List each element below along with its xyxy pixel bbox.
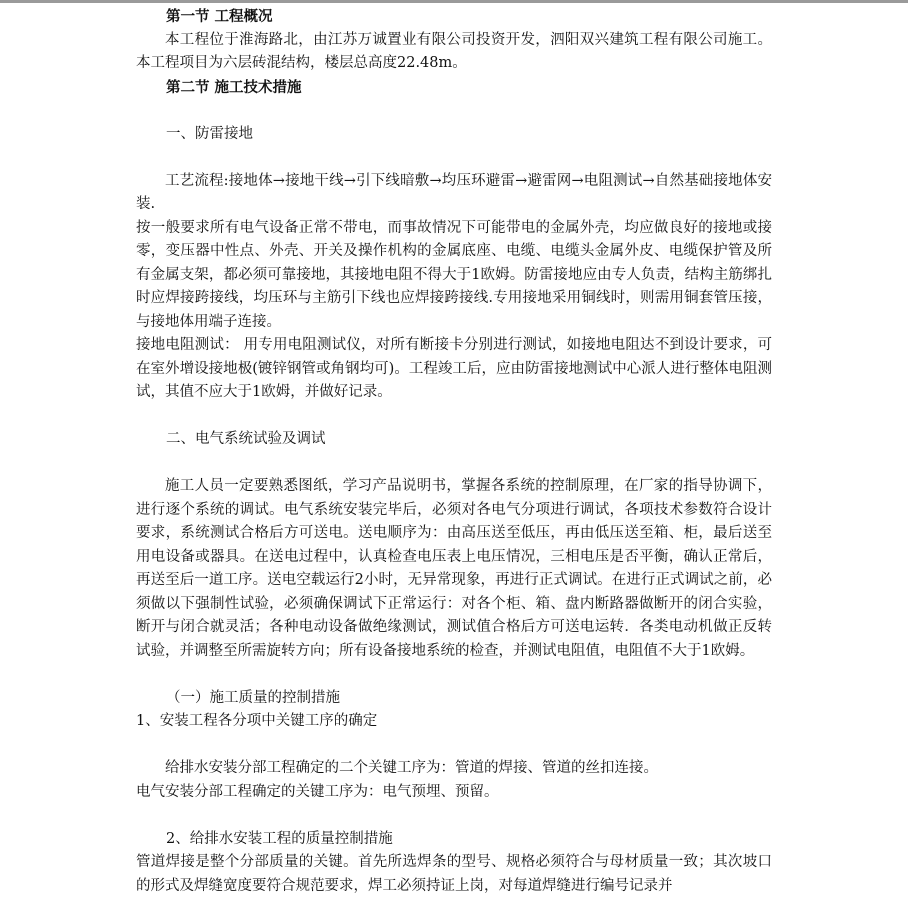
- part1-flow: 工艺流程:接地体→接地干线→引下线暗敷→均压环避雷→避雷网→电阻测试→自然基础接地体安装.: [136, 172, 772, 212]
- section2-title: 第二节 施工技术措施: [166, 78, 302, 96]
- document-page: [136, 5, 772, 898]
- section1-paragraph: 本工程位于淮海路北，由江苏万诚置业有限公司投资开发，泗阳双兴建筑工程有限公司施工。本工程项目为六层砖混结构，楼层总高度22.48m。: [136, 31, 772, 71]
- item1-title: 1、安装工程各分项中关键工序的确定: [136, 713, 378, 729]
- section1-title: 第一节 工程概况: [166, 8, 273, 25]
- spacer: [136, 99, 772, 123]
- top-border: [0, 0, 908, 3]
- spacer: [136, 663, 772, 687]
- part1-paragraph-2: 接地电阻测试： 用专用电阻测试仪，对所有断接卡分别进行测试，如接地电阻达不到设计要求，可在室外增设接地极(镀锌钢管或角钢均可)。工程竣工后，应由防雷接地测试中心派人进行整体电阻测试，其值不应大于1欧姆，并做好记录。: [136, 337, 772, 400]
- part1-paragraph-1: 按一般要求所有电气设备正常不带电，而事故情况下可能带电的金属外壳，均应做良好的接地或接零，变压器中性点、外壳、开关及操作机构的金属底座、电缆、电缆头金属外皮、电缆保护管及所有金属支架，都必须可靠接地，其接地电阻不得大于1欧姆。防雷接地应由专人负责，结构主筋绑扎时应焊接跨接线，均压环与主筋引下线也应焊接跨接线.专用接地采用铜线时，则需用铜套管压接，与接地体用端子连接。: [136, 219, 772, 330]
- item1-paragraph-2: 电气安装分部工程确定的关键工序为：电气预埋、预留。: [136, 783, 499, 800]
- spacer: [136, 452, 772, 476]
- spacer: [136, 734, 772, 758]
- item2-paragraph: 管道焊接是整个分部质量的关键。首先所选焊条的型号、规格必须符合与母材质量一致；其次坡口的形式及焊缝宽度要符合规范要求，焊工必须持证上岗，对每道焊缝进行编号记录并: [136, 854, 772, 894]
- part1-title: 一、防雷接地: [166, 125, 253, 142]
- part2-paragraph: 施工人员一定要熟悉图纸，学习产品说明书，掌握各系统的控制原理，在厂家的指导协调下，进行逐个系统的调试。电气系统安装完毕后，必须对各电气分项进行调试，各项技术参数符合设计要求，系统测试合格后方可送电。送电顺序为：由高压送至低压，再由低压送至箱、柜，最后送至用电设备或器具。在送电过程中，认真检查电压表上电压情况，三相电压是否平衡，确认正常后，再送至后一道工序。送电空载运行2小时，无异常现象，再进行正式调试。在进行正式调试之前，必须做以下强制性试验，必须确保调试下正常运行：对各个柜、箱、盘内断路器做断开的闭合实验，断开与闭合就灵活；各种电动设备做绝缘测试，测试值合格后方可送电运转．各类电动机做正反转试验，并调整至所需旋转方向；所有设备接地系统的检查，并测试电阻值，电阻值不大于1欧姆。: [136, 478, 772, 659]
- sub1-title: （一）施工质量的控制措施: [166, 689, 340, 706]
- item2-title: 2、给排水安装工程的质量控制措施: [166, 830, 393, 847]
- spacer: [136, 804, 772, 828]
- spacer: [136, 405, 772, 429]
- part2-title: 二、电气系统试验及调试: [166, 431, 326, 447]
- item1-paragraph-1: 给排水安装分部工程确定的二个关键工序为：管道的焊接、管道的丝扣连接。: [165, 760, 658, 776]
- spacer: [136, 146, 772, 170]
